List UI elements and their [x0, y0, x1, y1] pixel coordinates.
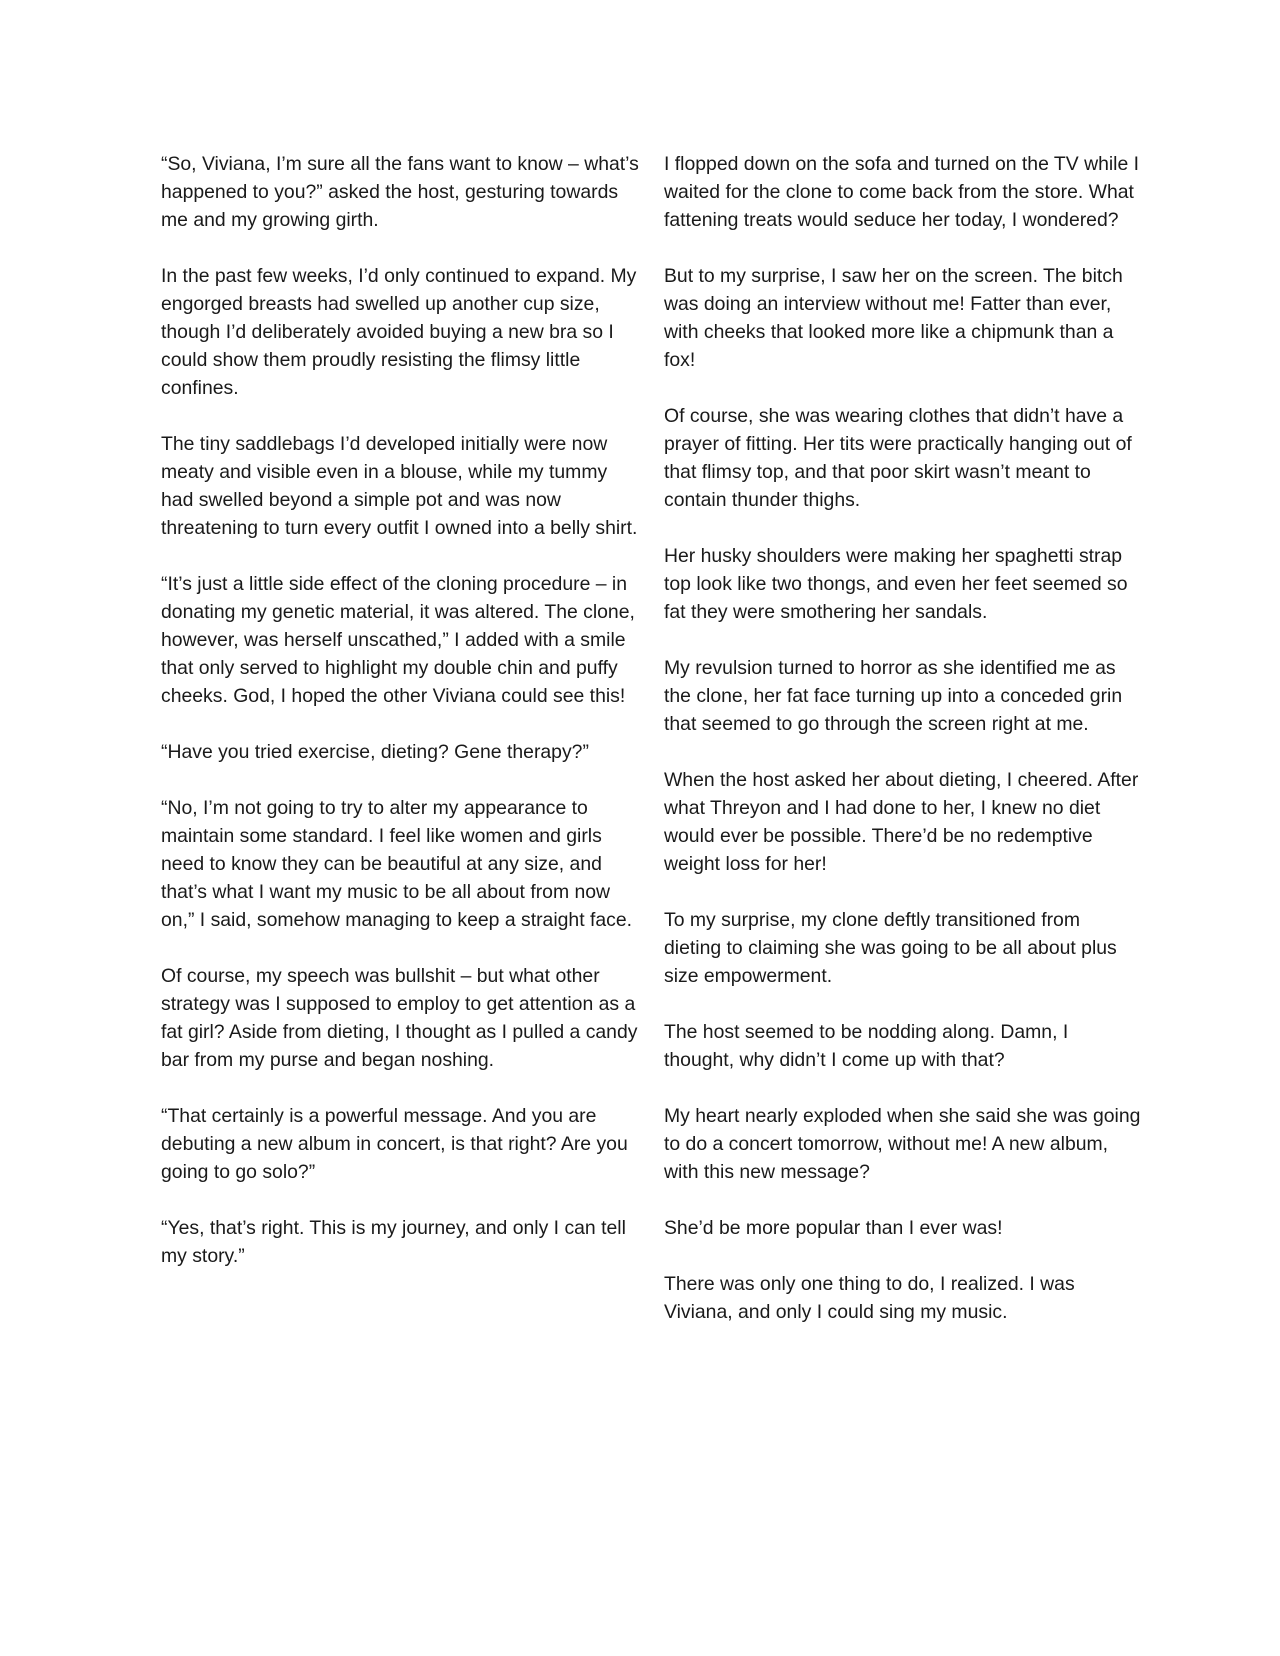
- right-column: [664, 150, 1142, 1354]
- paragraph: My heart nearly exploded when she said she was going to do a concert tomorrow, without me! A new album, with this new message?: [664, 1105, 1141, 1183]
- paragraph: I flopped down on the sofa and turned on the TV while I waited for the clone to come back from the store. What fattening treats would seduce her today, I wondered?: [664, 153, 1140, 231]
- left-column: [161, 150, 639, 1298]
- paragraph: She’d be more popular than I ever was!: [664, 1217, 1003, 1239]
- paragraph: My revulsion turned to horror as she identified me as the clone, her fat face turning up into a conceded grin that seemed to go through the screen right at me.: [664, 657, 1123, 735]
- paragraph: Of course, she was wearing clothes that didn’t have a prayer of fitting. Her tits were practically hanging out of that flimsy top, and that poor skirt wasn’t meant to contain thunder thighs.: [664, 405, 1132, 511]
- paragraph: The host seemed to be nodding along. Damn, I thought, why didn’t I come up with that?: [664, 1021, 1069, 1071]
- paragraph: To my surprise, my clone deftly transitioned from dieting to claiming she was going to be all about plus size empowerment.: [664, 909, 1117, 987]
- paragraph: In the past few weeks, I’d only continued to expand. My engorged breasts had swelled up another cup size, though I’d deliberately avoided buying a new bra so I could show them proudly resisting the flimsy little confines.: [161, 265, 637, 399]
- paragraph: “So, Viviana, I’m sure all the fans want to know – what’s happened to you?” asked the host, gesturing towards me and my growing girth.: [161, 153, 639, 231]
- paragraph: “Yes, that’s right. This is my journey, and only I can tell my story.”: [161, 1217, 626, 1267]
- paragraph: There was only one thing to do, I realized. I was Viviana, and only I could sing my music.: [664, 1273, 1075, 1323]
- paragraph: The tiny saddlebags I’d developed initially were now meaty and visible even in a blouse, while my tummy had swelled beyond a simple pot and was now threatening to turn every outfit I owned into a belly shirt.: [161, 433, 638, 539]
- paragraph: But to my surprise, I saw her on the screen. The bitch was doing an interview without me! Fatter than ever, with cheeks that looked more like a chipmunk than a fox!: [664, 265, 1123, 371]
- paragraph: “That certainly is a powerful message. And you are debuting a new album in concert, is that right? Are you going to go solo?”: [161, 1105, 628, 1183]
- paragraph: “Have you tried exercise, dieting? Gene therapy?”: [161, 741, 589, 763]
- paragraph: “It’s just a little side effect of the cloning procedure – in donating my genetic material, it was altered. The clone, however, was herself unscathed,” I added with a smile that only served to highlight my double chin and puffy cheeks. God, I hoped the other Viviana could see this!: [161, 573, 635, 707]
- paragraph: “No, I’m not going to try to alter my appearance to maintain some standard. I feel like women and girls need to know they can be beautiful at any size, and that’s what I want my music to be all about from now on,” I said, somehow managing to keep a straight face.: [161, 797, 633, 931]
- paragraph: Of course, my speech was bullshit – but what other strategy was I supposed to employ to get attention as a fat girl? Aside from dieting, I thought as I pulled a candy bar from my purse and began noshing.: [161, 965, 638, 1071]
- paragraph: When the host asked her about dieting, I cheered. After what Threyon and I had done to her, I knew no diet would ever be possible. There’d be no redemptive weight loss for her!: [664, 769, 1139, 875]
- paragraph: Her husky shoulders were making her spaghetti strap top look like two thongs, and even her feet seemed so fat they were smothering her sandals.: [664, 545, 1128, 623]
